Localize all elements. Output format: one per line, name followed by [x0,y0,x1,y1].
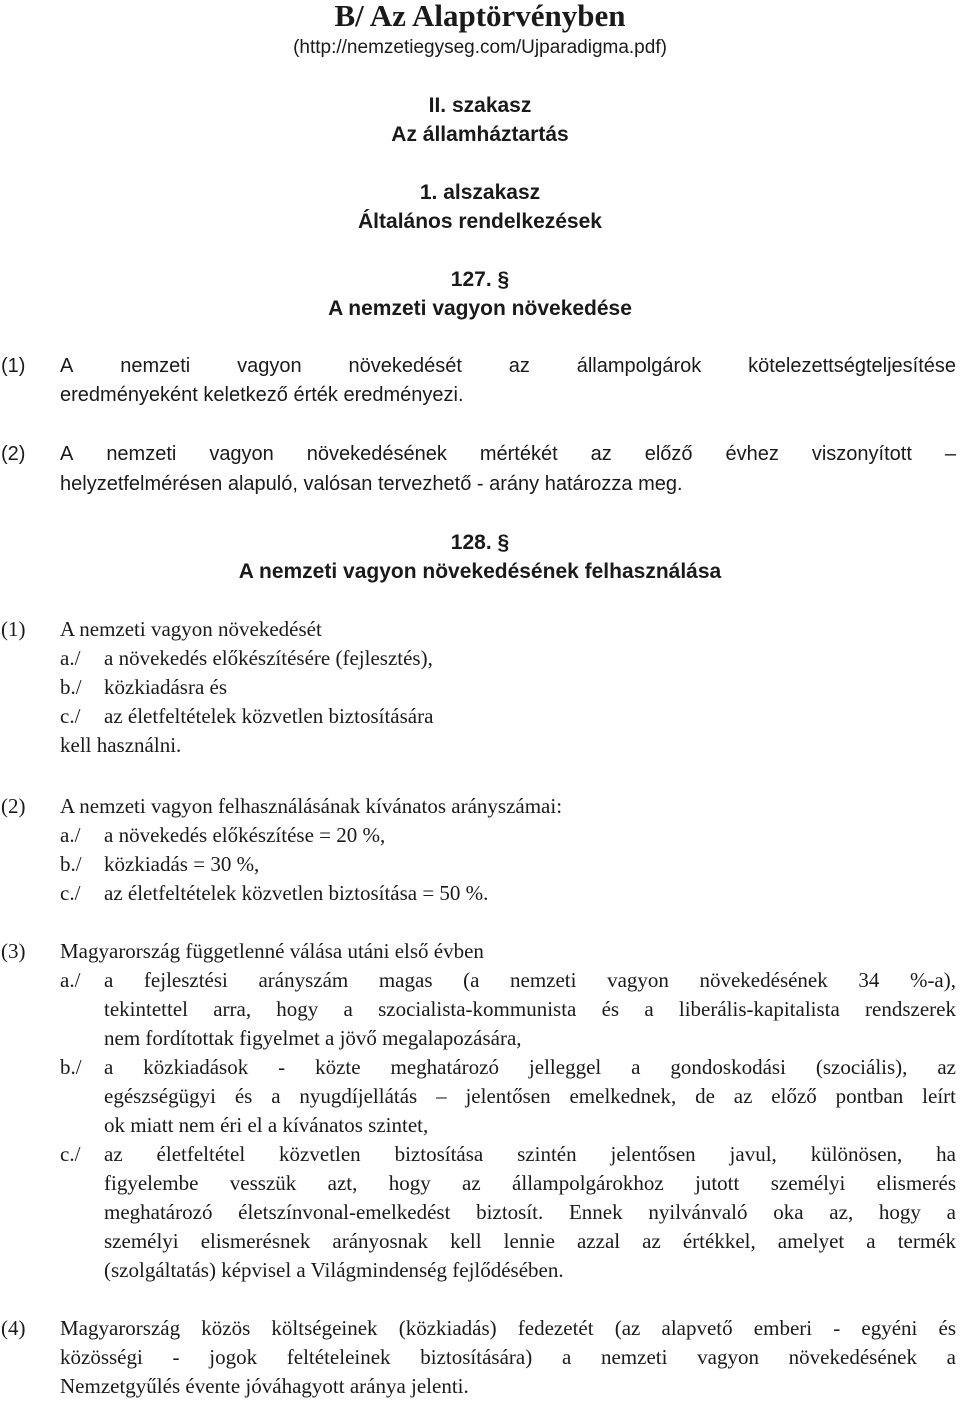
word: nemzeti [106,443,177,465]
art128-p1-item-b-text: közkiadásra és [104,675,228,699]
word: állampolgárok [576,355,702,377]
source-link[interactable]: http://nemzetiegyseg.com/Ujparadigma.pdf [299,37,661,58]
art127-p2-number: (2) [1,443,26,465]
word: előző [644,443,693,465]
art128-p1-item-a-label: a./ [60,646,81,670]
art128-p2-number: (2) [1,794,26,818]
article-128-number: 128. § [450,531,510,554]
word: növekedését [348,355,462,377]
word: az [508,355,530,377]
art128-p1-item-b-label: b./ [60,675,82,699]
art128-p3-item-c-label: c./ [60,1142,81,1166]
art128-p3-item-b-label: b./ [60,1055,82,1079]
article-127-title: A nemzeti vagyon növekedése [328,297,632,320]
subsection-title: Általános rendelkezések [358,210,602,233]
section-title: Az államháztartás [391,123,569,146]
art128-p3-item-b-line: a közkiadások - közte meghatározó jelleggel a gondoskodási (szociális), az [104,1055,956,1079]
link-open-paren: ( [293,37,300,58]
article-127-number: 127. § [450,268,510,291]
art128-p3-item-c-line: személyi elismerésnek arányosnak kell lennie azzal az értékkel, amelyet a termék [104,1229,956,1253]
word: az [590,443,612,465]
art128-p3-item-b-line: ok miatt nem éri el a kívánatos szintet, [104,1113,429,1137]
art128-p4-number: (4) [1,1316,26,1340]
art128-p4-line: közösségi - jogok feltételeinek biztosítására) a nemzeti vagyon növekedésének a [60,1345,956,1369]
art128-p3-number: (3) [1,939,26,963]
art128-p2-item-b-text: közkiadás = 30 %, [104,852,260,876]
word: viszonyított [811,443,912,465]
art128-p1-intro: A nemzeti vagyon növekedését [60,617,322,641]
word: növekedésének [306,443,447,465]
word: vagyon [237,355,302,377]
art128-p3-item-b-line: egészségügyi és a nyugdíjellátás – jelentősen emelkednek, de az előző pontban leírt [104,1084,956,1108]
word: A [60,443,74,465]
subsection-heading: 1. alszakasz [419,181,541,204]
art128-p1-number: (1) [1,617,26,641]
art128-p3-item-a-line: a fejlesztési arányszám magas (a nemzeti vagyon növekedésének 34 %-a), [104,968,956,992]
art128-p2-item-c-text: az életfeltételek közvetlen biztosítása = 50 %. [104,881,489,905]
art128-p4-line: Nemzetgyűlés évente jóváhagyott aránya jelenti. [60,1374,469,1398]
art128-p3-intro: Magyarország függetlenné válása utáni első évben [60,939,484,963]
art128-p1-item-a-text: a növekedés előkészítésére (fejlesztés), [104,646,433,670]
art128-p1-item-c-label: c./ [60,704,81,728]
art128-p2-item-b-label: b./ [60,852,82,876]
art127-p1-line2: eredményeként keletkező érték eredményezi. [60,384,464,406]
art127-p1-number: (1) [1,355,26,377]
art128-p3-item-a-label: a./ [60,968,81,992]
article-128-title: A nemzeti vagyon növekedésének felhasználása [238,560,722,583]
art128-p3-item-c-line: meghatározó életszínvonal-emelkedést biztosít. Ennek nyilvánvaló oka az, hogy a [104,1200,956,1224]
art128-p1-item-c-text: az életfeltételek közvetlen biztosítására [104,704,434,728]
art128-p2-item-c-label: c./ [60,881,81,905]
art128-p2-intro: A nemzeti vagyon felhasználásának kívánatos arányszámai: [60,794,563,818]
art128-p3-item-c-line: (szolgáltatás) képvisel a Világmindenség fejlődésében. [104,1258,564,1282]
art127-p1-line1 [60,356,956,376]
word: mértékét [479,443,558,465]
art128-p4-line: Magyarország közös költségeinek (közkiadás) fedezetét (az alapvető emberi - egyéni és [60,1316,956,1340]
art128-p3-item-c-line: figyelembe vesszük azt, hogy az állampolgárokhoz jutott személyi elismerés [104,1171,956,1195]
word: – [944,443,956,465]
art128-p1-closing: kell használni. [60,733,182,757]
word: kötelezettségteljesítése [748,355,956,377]
art128-p3-item-a-line: nem fordítottak figyelmet a jövő megalapozására, [104,1026,522,1050]
art128-p3-item-c-line: az életfeltétel közvetlen biztosítása szintén jelentősen javul, különösen, ha [104,1142,956,1166]
source-reference [0,38,960,57]
word: nemzeti [120,355,191,377]
word: vagyon [209,443,274,465]
word: évhez [725,443,779,465]
word: A [60,355,74,377]
section-heading: II. szakasz [428,94,532,117]
art127-p2-line2: helyzetfelmérésen alapuló, valósan tervezhető - arány határozza meg. [60,473,683,495]
art128-p2-item-a-label: a./ [60,823,81,847]
page-title: B/ Az Alaptörvényben [334,0,626,33]
art127-p2-line1 [60,444,956,464]
link-close-paren: ) [660,37,667,58]
art128-p3-item-a-line: tekintettel arra, hogy a szocialista-kommunista és a liberális-kapitalista rendszerek [104,997,956,1021]
art128-p2-item-a-text: a növekedés előkészítése = 20 %, [104,823,386,847]
